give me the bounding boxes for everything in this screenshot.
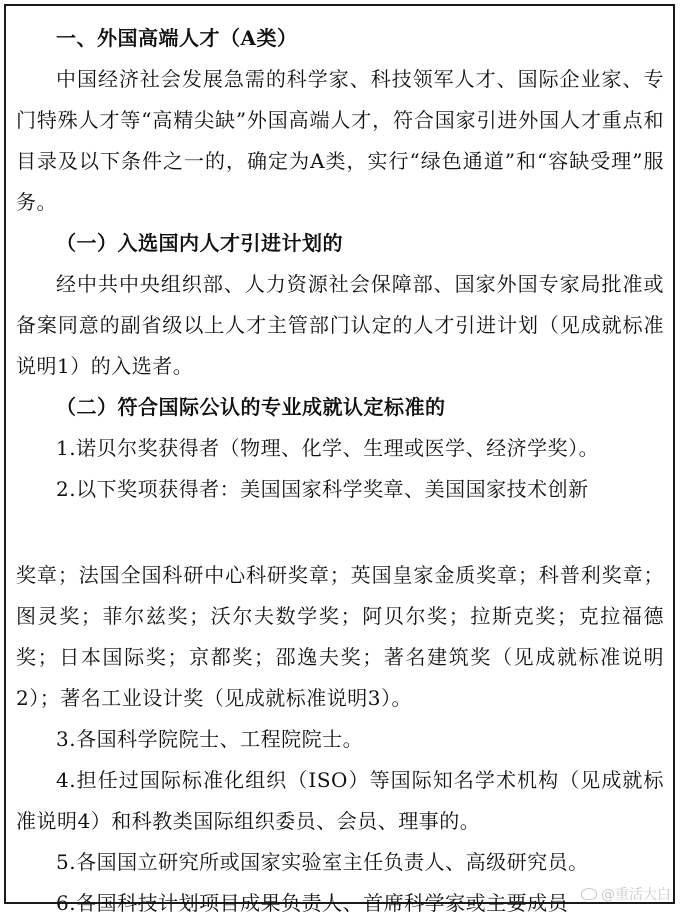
subsection-2-title: （二）符合国际公认的专业成就认定标准的 — [56, 395, 446, 419]
section-a-title: 一、外国高端人才（A类） — [56, 26, 298, 50]
subsection-1-body: 经中共中央组织部、人力资源社会保障部、国家外国专家局批准或备案同意的副省级以上人才主管部门认定的人才引进计划（见成就标准说明1）的入选者。 — [16, 272, 664, 378]
weibo-icon — [581, 888, 597, 900]
subsection-1-title: （一）入选国内人才引进计划的 — [56, 231, 343, 255]
watermark-text: @重活大白 — [601, 887, 671, 903]
page-break-gap — [16, 510, 664, 555]
list-item-2-continued: 奖章；法国全国科研中心科研奖章；英国皇家金质奖章；科普利奖章；图灵奖；菲尔兹奖；沃尔夫数学奖；阿贝尔奖；拉斯克奖；克拉福德奖；日本国际奖；京都奖；邵逸夫奖；著名建筑奖（见成就标准说明2）；著名工业设计奖（见成就标准说明3）。 — [16, 563, 664, 710]
list-item-5: 5.各国国立研究所或国家实验室主任负责人、高级研究员。 — [56, 850, 589, 874]
section-a-intro: 中国经济社会发展急需的科学家、科技领军人才、国际企业家、专门特殊人才等“高精尖缺”外国高端人才，符合国家引进外国人才重点和目录及以下条件之一的，确定为A类，实行“绿色通道”和“容缺受理”服务。 — [16, 67, 664, 214]
list-item-3: 3.各国科学院院士、工程院院士。 — [56, 727, 364, 751]
list-item-2: 2.以下奖项获得者：美国国家科学奖章、美国国家技术创新 — [56, 477, 589, 501]
document-body — [16, 18, 664, 924]
list-item-6: 6.各国科技计划项目成果负责人、首席科学家或主要成员 — [56, 891, 569, 915]
list-item-1: 1.诺贝尔奖获得者（物理、化学、生理或医学、经济学奖）。 — [56, 436, 600, 460]
list-item-4: 4.担任过国际标准化组织（ISO）等国际知名学术机构（见成就标准说明4）和科教类国际组织委员、会员、理事的。 — [16, 768, 664, 833]
watermark — [581, 884, 671, 904]
